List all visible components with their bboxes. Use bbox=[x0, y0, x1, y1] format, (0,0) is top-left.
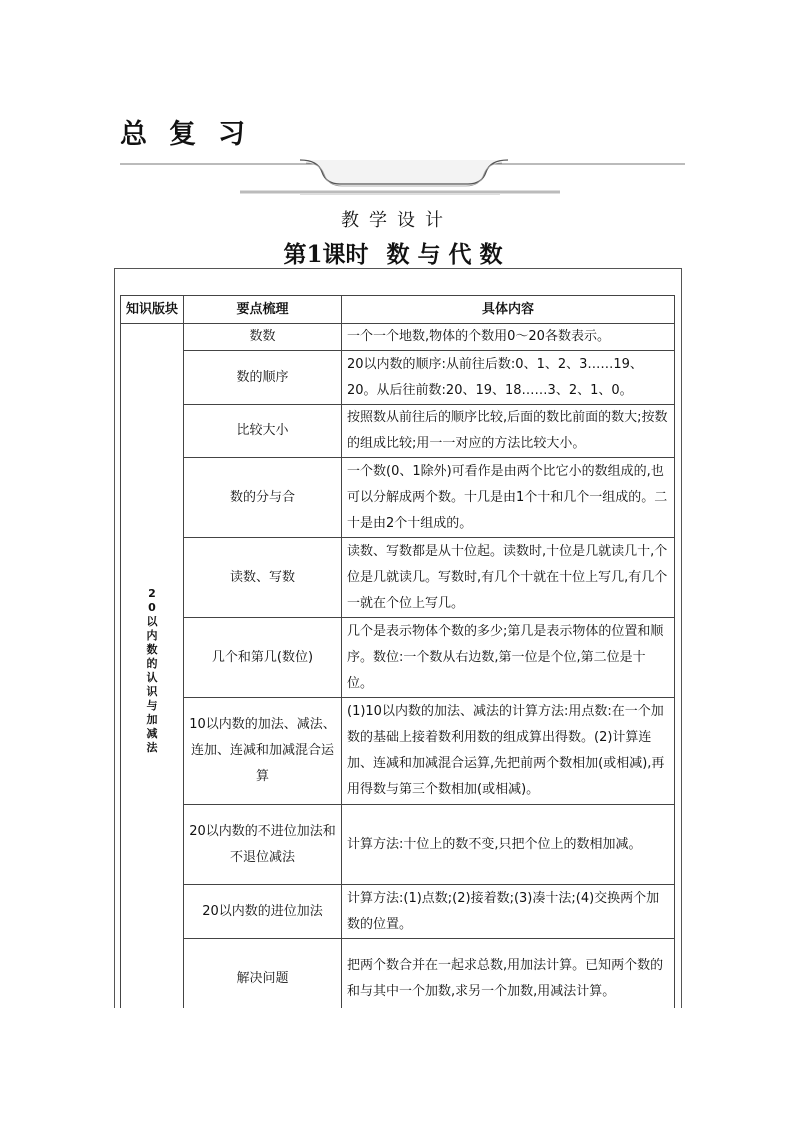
table-row bbox=[121, 805, 675, 885]
content-cell: 计算方法:十位上的数不变,只把个位上的数相加减。 bbox=[342, 805, 675, 885]
header-decoration bbox=[0, 150, 794, 200]
point-cell: 解决问题 bbox=[184, 939, 342, 1019]
table-row bbox=[121, 351, 675, 405]
content-cell: 一个数(0、1除外)可看作是由两个比它小的数组成的,也可以分解成两个数。十几是由1个十和几个一组成的。二十是由2个十组成的。 bbox=[342, 458, 675, 538]
point-cell: 10以内数的加法、减法、连加、连减和加减混合运算 bbox=[184, 698, 342, 805]
table-row bbox=[121, 324, 675, 351]
content-cell: 把两个数合并在一起求总数,用加法计算。已知两个数的和与其中一个加数,求另一个加数,用减法计算。 bbox=[342, 939, 675, 1019]
knowledge-table bbox=[120, 295, 675, 1019]
content-cell: (1)10以内数的加法、减法的计算方法:用点数:在一个加数的基础上接着数利用数的组成算出得数。(2)计算连加、连减和加减混合运算,先把前两个数相加(或相减),再用得数与第三个数相加(或相减)。 bbox=[342, 698, 675, 805]
point-cell: 读数、写数 bbox=[184, 538, 342, 618]
table-header-row bbox=[121, 296, 675, 324]
lesson-number: 第1课时 bbox=[283, 241, 369, 268]
table-row bbox=[121, 939, 675, 1019]
content-cell: 读数、写数都是从十位起。读数时,十位是几就读几十,个位是几就读几。写数时,有几个十就在十位上写几,有几个一就在个位上写几。 bbox=[342, 538, 675, 618]
chapter-title: 总复习 bbox=[120, 119, 267, 150]
section-label: 教学设计 bbox=[341, 210, 453, 231]
table-row bbox=[121, 885, 675, 939]
content-cell: 20以内数的顺序:从前往后数:0、1、2、3……19、20。从后往前数:20、19、18……3、2、1、0。 bbox=[342, 351, 675, 405]
lesson-title bbox=[0, 236, 794, 269]
point-cell: 数数 bbox=[184, 324, 342, 351]
point-cell: 20以内数的不进位加法和不退位减法 bbox=[184, 805, 342, 885]
table-row bbox=[121, 618, 675, 698]
table-row bbox=[121, 698, 675, 805]
block-label-cell bbox=[121, 324, 184, 1019]
point-cell: 数的顺序 bbox=[184, 351, 342, 405]
header-content: 具体内容 bbox=[342, 296, 675, 324]
header-point: 要点梳理 bbox=[184, 296, 342, 324]
content-cell: 几个是表示物体个数的多少;第几是表示物体的位置和顺序。数位:一个数从右边数,第一位是个位,第二位是十位。 bbox=[342, 618, 675, 698]
lesson-topic: 数与代数 bbox=[386, 241, 511, 268]
content-cell: 计算方法:(1)点数;(2)接着数;(3)凑十法;(4)交换两个加数的位置。 bbox=[342, 885, 675, 939]
point-cell: 几个和第几(数位) bbox=[184, 618, 342, 698]
content-cell: 按照数从前往后的顺序比较,后面的数比前面的数大;按数的组成比较;用一一对应的方法比较大小。 bbox=[342, 405, 675, 458]
table-row bbox=[121, 538, 675, 618]
header-block: 知识版块 bbox=[121, 296, 184, 324]
table-row bbox=[121, 458, 675, 538]
point-cell: 比较大小 bbox=[184, 405, 342, 458]
block-label: 20以内数的认识与加减法 bbox=[146, 587, 158, 754]
table-row bbox=[121, 405, 675, 458]
content-cell: 一个一个地数,物体的个数用0～20各数表示。 bbox=[342, 324, 675, 351]
page-bottom-margin bbox=[114, 1008, 682, 1123]
point-cell: 数的分与合 bbox=[184, 458, 342, 538]
point-cell: 20以内数的进位加法 bbox=[184, 885, 342, 939]
